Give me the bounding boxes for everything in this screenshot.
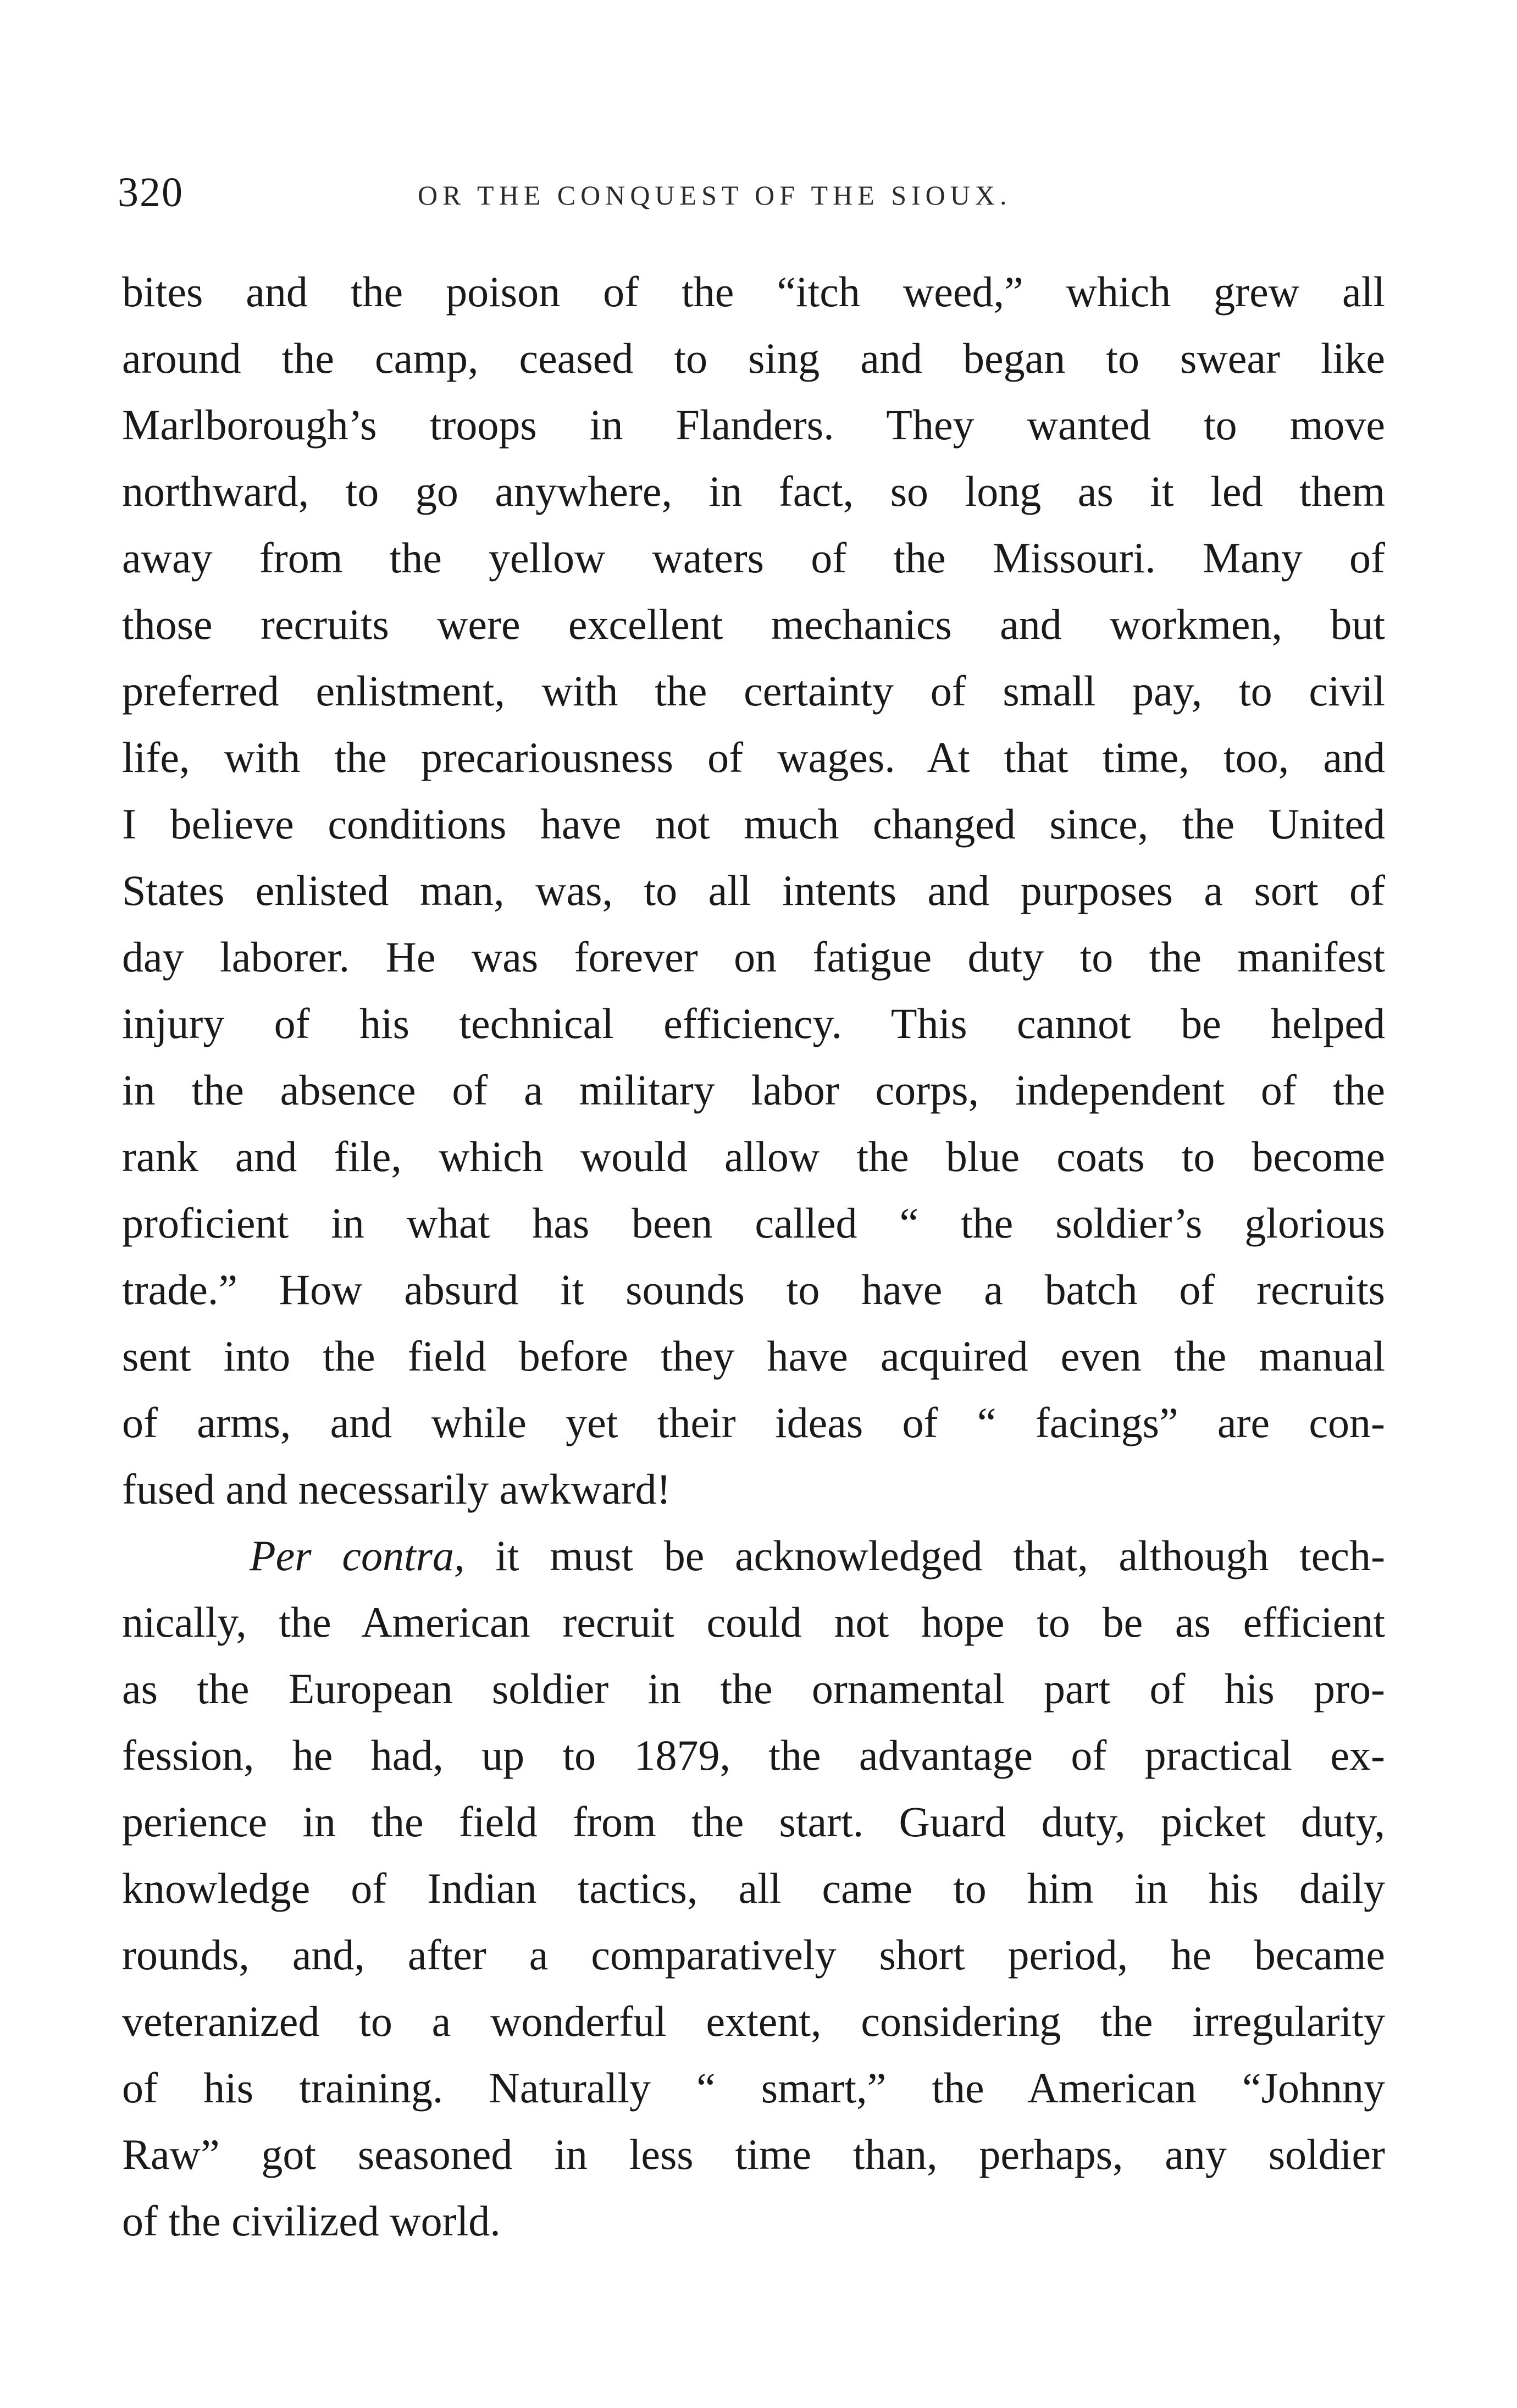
text-line: as the European soldier in the ornamental part of his pro-	[122, 1665, 1385, 1713]
text-line: perience in the field from the start. Guard duty, picket duty,	[122, 1798, 1385, 1846]
text-line: of his training. Naturally “ smart,” the American “Johnny	[122, 2064, 1385, 2112]
body-text	[122, 258, 1385, 2254]
text-line: proficient in what has been called “ the soldier’s glorious	[122, 1199, 1385, 1247]
text-line: States enlisted man, was, to all intents and purposes a sort of	[122, 866, 1385, 914]
text-line: bites and the poison of the “itch weed,” which grew all	[122, 268, 1385, 316]
text-line: preferred enlistment, with the certainty of small pay, to civil	[122, 667, 1385, 715]
text-line: life, with the precariousness of wages. At that time, too, and	[122, 733, 1385, 781]
text-line: knowledge of Indian tactics, all came to him in his daily	[122, 1864, 1385, 1912]
text-line: nically, the American recruit could not hope to be as efficient	[122, 1598, 1385, 1646]
text-span: it must be acknowledged that, although tech-	[464, 1532, 1385, 1579]
text-line: fused and necessarily awkward!	[122, 1465, 671, 1513]
text-line: northward, to go anywhere, in fact, so long as it led them	[122, 467, 1385, 515]
text-line: injury of his technical efficiency. This cannot be helped	[122, 999, 1385, 1047]
text-line: fession, he had, up to 1879, the advantage of practical ex-	[122, 1731, 1385, 1779]
text-line: away from the yellow waters of the Missouri. Many of	[122, 534, 1385, 582]
text-line: veteranized to a wonderful extent, considering the irregularity	[122, 1997, 1385, 2045]
text-line: rounds, and, after a comparatively short period, he became	[122, 1931, 1385, 1979]
text-line: of the civilized world.	[122, 2197, 501, 2245]
text-line: around the camp, ceased to sing and began to swear like	[122, 334, 1385, 382]
text-line: day laborer. He was forever on fatigue duty to the manifest	[122, 933, 1385, 981]
text-line: those recruits were excellent mechanics and workmen, but	[122, 600, 1385, 648]
running-title: OR THE CONQUEST OF THE SIOUX.	[418, 180, 1012, 211]
text-line: in the absence of a military labor corps, independent of the	[122, 1066, 1385, 1114]
text-line: rank and file, which would allow the blue coats to become	[122, 1133, 1385, 1180]
text-line: sent into the field before they have acquired even the manual	[122, 1332, 1385, 1380]
page-number: 320	[118, 169, 184, 216]
text-line: Raw” got seasoned in less time than, perhaps, any soldier	[122, 2130, 1385, 2178]
italic-phrase: Per contra,	[250, 1532, 465, 1579]
paragraph-first-line	[122, 1522, 1385, 1589]
text-line: of arms, and while yet their ideas of “ facings” are con-	[122, 1399, 1385, 1446]
text-line: I believe conditions have not much changed since, the United	[122, 800, 1385, 848]
text-line: trade.” How absurd it sounds to have a batch of recruits	[122, 1266, 1385, 1313]
text-line: Marlborough’s troops in Flanders. They wanted to move	[122, 401, 1385, 449]
